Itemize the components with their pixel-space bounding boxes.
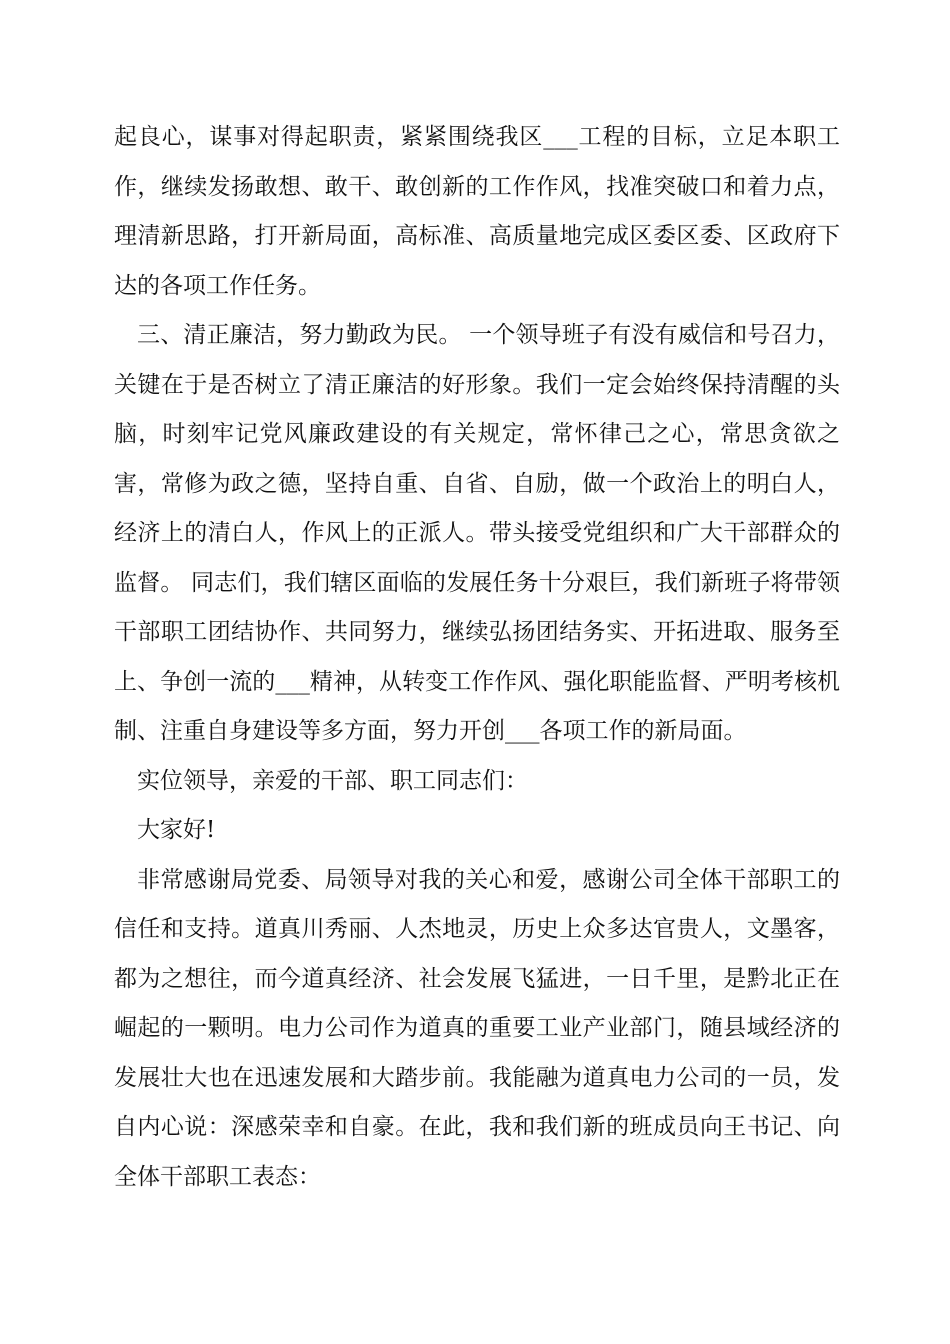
paragraph-1: 起良心，谋事对得起职责，紧紧围绕我区___工程的目标，立足本职工作，继续发扬敢想、敢干、敢创新的工作作风，找准突破口和着力点，理清新思路，打开新局面，高标准、高质量地完成区委区委、区政府下达的各项工作任务。	[114, 124, 840, 299]
paragraph-5: 非常感谢局党委、局领导对我的关心和爱，感谢公司全体干部职工的信任和支持。道真川秀丽、人杰地灵，历史上众多达官贵人，文墨客，都为之想往，而今道真经济、社会发展飞猛进，一日千里，是黔北正在崛起的一颗明。电力公司作为道真的重要工业产业部门，随县域经济的发展壮大也在迅速发展和大踏步前。我能融为道真电力公司的一员，发自内心说：深感荣幸和自豪。在此，我和我们新的班成员向王书记、向全体干部职工表态：	[114, 866, 840, 1190]
document-body	[114, 113, 840, 1202]
paragraph-2: 三、清正廉洁，努力勤政为民。 一个领导班子有没有威信和号召力，关键在于是否树立了清正廉洁的好形象。我们一定会始终保持清醒的头脑，时刻牢记党风廉政建设的有关规定，常怀律己之心，常思贪欲之害，常修为政之德，坚持自重、自省、自励，做一个政治上的明白人，经济上的清白人，作风上的正派人。带头接受党组织和广大干部群众的监督。 同志们，我们辖区面临的发展任务十分艰巨，我们新班子将带领干部职工团结协作、共同努力，继续弘扬团结务实、开拓进取、服务至上、争创一流的___精神，从转变工作作风、强化职能监督、严明考核机制、注重自身建设等多方面，努力开创___各项工作的新局面。	[114, 322, 840, 744]
paragraph-4: 大家好!	[137, 817, 216, 843]
paragraph-3: 实位领导，亲爱的干部、职工同志们：	[137, 767, 528, 794]
